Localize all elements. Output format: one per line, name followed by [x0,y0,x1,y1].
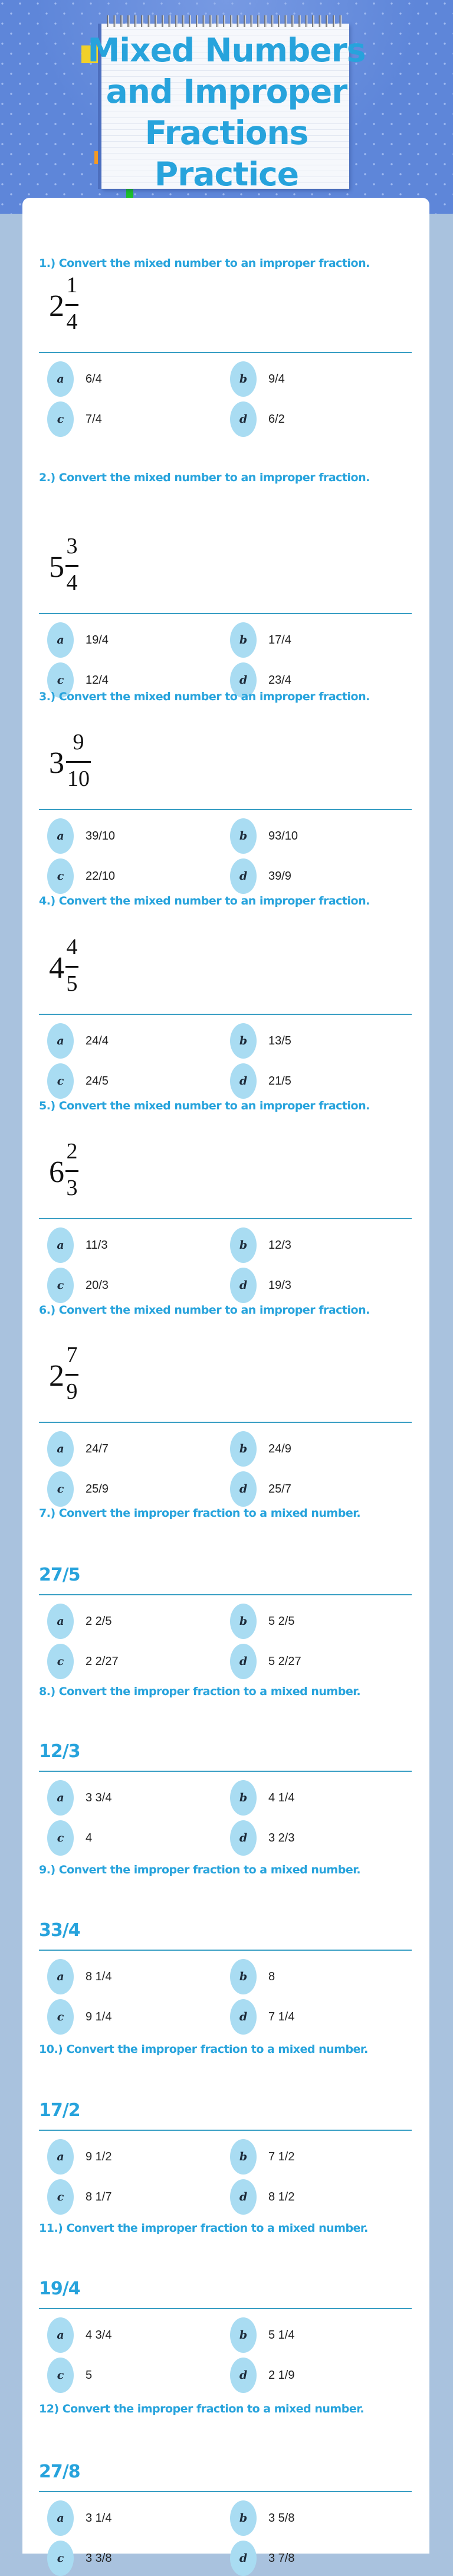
fraction-bar [65,565,78,567]
answer-option-a[interactable] [47,1780,111,1816]
option-letter-bubble[interactable]: a [47,2139,74,2175]
question-block [39,1863,413,2032]
option-text: 24/5 [86,1074,109,1088]
answer-option-a[interactable] [47,361,102,397]
option-text: 4 [86,1831,93,1844]
option-letter-bubble[interactable]: c [47,401,74,437]
divider [39,1771,412,1772]
option-letter-bubble[interactable]: c [47,2179,74,2215]
option-text: 3 2/3 [268,1831,295,1844]
answer-option-a[interactable] [47,2500,111,2536]
answer-option-d[interactable] [230,1268,291,1303]
option-text: 93/10 [268,829,298,843]
numerator: 1 [66,273,78,298]
answer-option-b[interactable] [230,1780,294,1816]
option-letter-bubble[interactable]: d [230,2358,257,2393]
title-line: Fractions [145,114,308,152]
improper-fraction: 19/4 [39,2278,80,2299]
option-letter-bubble[interactable]: b [230,1023,257,1059]
divider [39,352,412,353]
title-line: and Improper [106,73,347,110]
option-letter-bubble[interactable]: d [230,2179,257,2215]
option-letter-bubble[interactable]: c [47,1063,74,1099]
answer-option-a[interactable] [47,1604,111,1639]
option-letter-bubble[interactable]: d [230,1063,257,1099]
divider [39,2130,412,2131]
option-letter-bubble[interactable]: a [47,361,74,397]
option-text: 12/4 [86,673,109,687]
answer-option-a[interactable] [47,622,109,658]
answer-option-c[interactable] [47,1820,92,1856]
option-letter-bubble[interactable]: c [47,2358,74,2393]
option-text: 11/3 [86,1238,108,1252]
whole-part: 5 [49,550,64,584]
option-text: 13/5 [268,1034,291,1047]
improper-fraction: 33/4 [39,1920,80,1941]
option-text: 5 [86,2368,93,2382]
option-letter-bubble[interactable]: d [230,858,257,894]
answer-option-d[interactable] [230,858,291,894]
answer-option-b[interactable] [230,1959,275,1994]
option-text: 9 1/2 [86,2150,112,2163]
whole-part: 3 [49,746,64,780]
denominator: 10 [67,766,90,791]
option-letter-bubble[interactable]: a [47,1959,74,1994]
answer-option-a[interactable] [47,1023,109,1059]
question-prompt: 5.) Convert the mixed number to an improper fraction. [39,1099,370,1112]
option-letter-bubble[interactable]: c [47,1820,74,1856]
option-letter-bubble[interactable]: a [47,2500,74,2536]
answer-option-b[interactable] [230,2317,294,2353]
page-title [59,30,394,195]
question-prompt: 1.) Convert the mixed number to an improper fraction. [39,257,370,270]
divider [39,1594,412,1595]
divider [39,2308,412,2309]
question-block [39,2221,413,2391]
option-letter-bubble[interactable]: a [47,1604,74,1639]
answer-option-c[interactable] [47,401,102,437]
option-text: 5 1/4 [268,2328,295,2342]
title-line: Mixed Numbers [87,31,366,69]
fraction-bar [65,966,78,968]
option-letter-bubble[interactable]: d [230,1268,257,1303]
divider [39,2491,412,2492]
question-block [39,690,413,892]
numerator: 7 [66,1343,78,1367]
divider [39,1950,412,1951]
numerator: 3 [66,534,78,559]
answer-option-a[interactable] [47,1227,107,1263]
option-letter-bubble[interactable]: d [230,1999,257,2035]
answer-option-a[interactable] [47,818,115,854]
option-text: 3 3/4 [86,1791,112,1804]
option-letter-bubble[interactable]: c [47,1999,74,2035]
fraction-bar [66,761,91,763]
option-text: 2 2/5 [86,1614,112,1628]
answer-option-b[interactable] [230,622,291,658]
question-block [39,1506,413,1677]
option-letter-bubble[interactable]: c [47,662,74,698]
question-prompt: 3.) Convert the mixed number to an improper fraction. [39,690,370,703]
answer-option-b[interactable] [230,361,285,397]
option-text: 3 5/8 [268,2511,295,2525]
divider [39,613,412,614]
option-text: 17/4 [268,633,291,647]
question-block [39,2402,413,2574]
option-letter-bubble[interactable]: b [230,818,257,854]
answer-option-d[interactable] [230,2541,294,2576]
option-text: 24/9 [268,1442,291,1455]
answer-option-a[interactable] [47,2139,111,2175]
question-block [39,256,413,435]
question-block [39,2042,413,2212]
option-letter-bubble[interactable]: b [230,1959,257,1994]
denominator: 3 [66,1176,78,1200]
question-prompt: 11.) Convert the improper fraction to a mixed number. [39,2222,368,2235]
option-text: 4 3/4 [86,2328,112,2342]
option-letter-bubble[interactable]: a [47,622,74,658]
option-letter-bubble[interactable]: c [47,1268,74,1303]
numerator: 4 [66,935,78,959]
option-text: 19/3 [268,1278,291,1292]
option-letter-bubble[interactable]: d [230,662,257,698]
option-text: 9 1/4 [86,2010,112,2023]
answer-option-a[interactable] [47,1959,111,1994]
answer-option-c[interactable] [47,2541,111,2576]
answer-option-d[interactable] [230,1999,294,2035]
answer-option-d[interactable] [230,1644,301,1679]
option-text: 2 1/9 [268,2368,295,2382]
denominator: 9 [66,1379,78,1404]
question-prompt: 4.) Convert the mixed number to an improper fraction. [39,894,370,907]
answer-option-d[interactable] [230,2358,294,2393]
option-letter-bubble[interactable]: d [230,401,257,437]
whole-part: 4 [49,951,64,985]
question-block [39,1303,413,1504]
option-text: 5 2/5 [268,1614,295,1628]
question-prompt: 10.) Convert the improper fraction to a mixed number. [39,2043,368,2056]
option-letter-bubble[interactable]: a [47,2317,74,2353]
option-text: 7/4 [86,412,102,426]
option-text: 39/9 [268,869,291,883]
answer-option-a[interactable] [47,1431,109,1467]
option-text: 8 [268,1970,275,1983]
question-prompt: 7.) Convert the improper fraction to a mixed number. [39,1507,361,1520]
option-text: 6/2 [268,412,285,426]
answer-option-c[interactable] [47,1999,111,2035]
answer-option-b[interactable] [230,1227,291,1263]
option-text: 8 1/2 [268,2190,295,2203]
whole-part: 2 [49,1359,64,1393]
option-text: 25/9 [86,1482,109,1496]
answer-option-c[interactable] [47,2179,111,2215]
option-letter-bubble[interactable]: d [230,1644,257,1679]
option-text: 2 2/27 [86,1654,119,1668]
option-text: 3 1/4 [86,2511,112,2525]
denominator: 4 [66,309,78,334]
answer-option-d[interactable] [230,401,285,437]
option-letter-bubble[interactable]: a [47,1023,74,1059]
fraction-bar [65,304,78,306]
question-prompt: 8.) Convert the improper fraction to a mixed number. [39,1685,361,1698]
question-block [39,1684,413,1853]
answer-option-a[interactable] [47,2317,111,2353]
option-text: 7 1/4 [268,2010,295,2023]
answer-option-b[interactable] [230,818,298,854]
option-text: 3 7/8 [268,2551,295,2565]
answer-option-c[interactable] [47,858,115,894]
option-letter-bubble[interactable]: a [47,1780,74,1816]
fraction-bar [65,1170,78,1172]
question-block [39,894,413,1096]
whole-part: 2 [49,289,64,323]
answer-option-c[interactable] [47,1471,109,1507]
improper-fraction: 12/3 [39,1741,80,1762]
option-text: 39/10 [86,829,116,843]
option-text: 5 2/27 [268,1654,301,1668]
option-text: 7 1/2 [268,2150,295,2163]
answer-option-b[interactable] [230,1604,294,1639]
option-letter-bubble[interactable]: b [230,2500,257,2536]
option-text: 19/4 [86,633,109,647]
option-text: 8 1/4 [86,1970,112,1983]
answer-option-b[interactable] [230,1023,291,1059]
option-text: 4 1/4 [268,1791,295,1804]
option-text: 25/7 [268,1482,291,1496]
spiral-rings-icon [105,15,344,27]
option-letter-bubble[interactable]: c [47,2541,74,2576]
option-text: 8 1/7 [86,2190,112,2203]
answer-option-c[interactable] [47,2358,92,2393]
denominator: 5 [66,971,78,996]
option-letter-bubble[interactable]: b [230,361,257,397]
option-letter-bubble[interactable]: c [47,1471,74,1507]
option-letter-bubble[interactable]: b [230,1780,257,1816]
divider [39,809,412,810]
question-block [39,471,413,696]
numerator: 2 [66,1139,78,1164]
option-letter-bubble[interactable]: d [230,1471,257,1507]
answer-option-c[interactable] [47,1644,119,1679]
hero-banner [0,0,453,214]
question-prompt: 6.) Convert the mixed number to an improper fraction. [39,1304,370,1317]
option-text: 12/3 [268,1238,291,1252]
option-letter-bubble[interactable]: d [230,2541,257,2576]
option-letter-bubble[interactable]: d [230,1820,257,1856]
divider [39,1218,412,1219]
improper-fraction: 27/8 [39,2461,80,2482]
answer-option-d[interactable] [230,1820,294,1856]
improper-fraction: 27/5 [39,1565,80,1585]
option-text: 24/7 [86,1442,109,1455]
option-letter-bubble[interactable]: b [230,1604,257,1639]
answer-option-c[interactable] [47,1063,109,1099]
denominator: 4 [66,570,78,595]
answer-option-d[interactable] [230,1063,291,1099]
option-letter-bubble[interactable]: c [47,1644,74,1679]
title-line: Practice [154,155,299,193]
question-prompt: 2.) Convert the mixed number to an improper fraction. [39,471,370,484]
option-letter-bubble[interactable]: b [230,2139,257,2175]
answer-option-d[interactable] [230,2179,294,2215]
option-letter-bubble[interactable]: b [230,1227,257,1263]
option-text: 22/10 [86,869,116,883]
option-text: 3 3/8 [86,2551,112,2565]
divider [39,1422,412,1423]
option-text: 21/5 [268,1074,291,1088]
option-letter-bubble[interactable]: a [47,818,74,854]
divider [39,1014,412,1015]
fraction-bar [65,1374,78,1376]
option-letter-bubble[interactable]: c [47,858,74,894]
numerator: 9 [73,730,84,755]
option-text: 20/3 [86,1278,109,1292]
option-text: 6/4 [86,372,102,386]
option-text: 24/4 [86,1034,109,1047]
option-letter-bubble[interactable]: b [230,1431,257,1467]
question-block [39,1099,413,1301]
option-letter-bubble[interactable]: b [230,2317,257,2353]
answer-option-b[interactable] [230,2500,294,2536]
answer-option-c[interactable] [47,1268,109,1303]
question-prompt: 12) Convert the improper fraction to a mixed number. [39,2402,365,2415]
answer-option-d[interactable] [230,1471,291,1507]
whole-part: 6 [49,1155,64,1189]
option-letter-bubble[interactable]: a [47,1431,74,1467]
improper-fraction: 17/2 [39,2100,80,2121]
option-letter-bubble[interactable]: a [47,1227,74,1263]
answer-option-b[interactable] [230,1431,291,1467]
question-prompt: 9.) Convert the improper fraction to a mixed number. [39,1863,361,1876]
option-text: 9/4 [268,372,285,386]
option-text: 23/4 [268,673,291,687]
answer-option-b[interactable] [230,2139,294,2175]
option-letter-bubble[interactable]: b [230,622,257,658]
